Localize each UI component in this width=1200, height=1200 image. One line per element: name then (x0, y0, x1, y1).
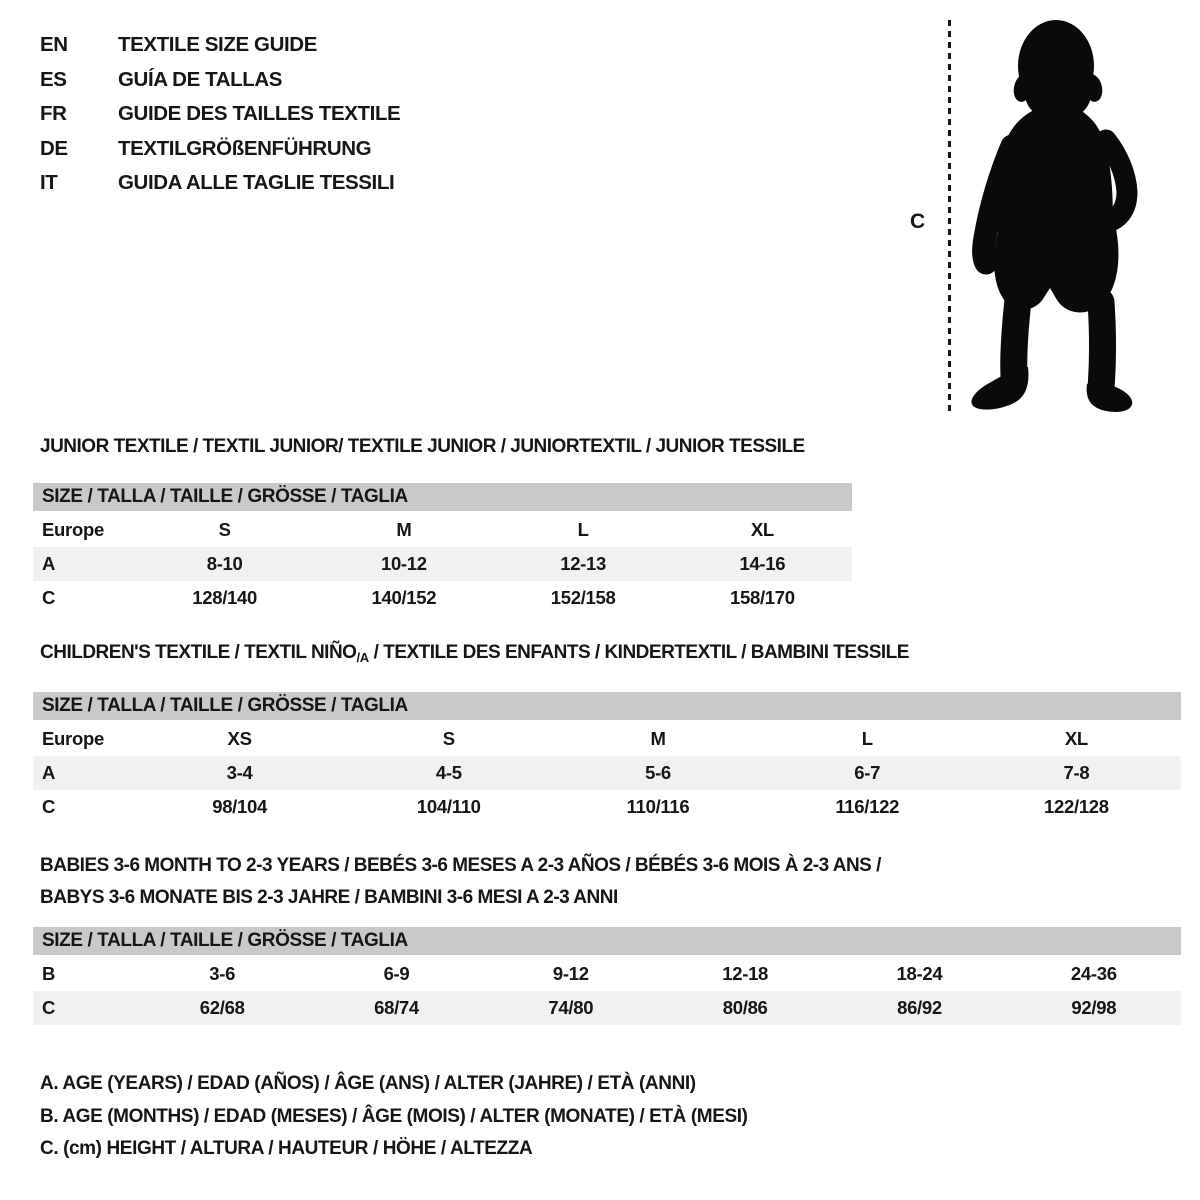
size-cell: XL (750, 519, 774, 540)
junior-section-title: JUNIOR TEXTILE / TEXTIL JUNIOR/ TEXTILE JUNIOR / JUNIORTEXTIL / JUNIOR TESSILE (40, 436, 805, 457)
size-cell: M (650, 728, 666, 749)
height-cell: 68/74 (374, 997, 419, 1018)
babies-size-table (33, 927, 1181, 1025)
size-header-bar: SIZE / TALLA / TAILLE / GRÖSSE / TAGLIA (33, 692, 1181, 722)
row-label: C (42, 587, 56, 608)
legend-line-c: C. (cm) HEIGHT / ALTURA / HAUTEUR / HÖHE / ALTEZZA (40, 1138, 533, 1160)
age-cell: 5-6 (645, 762, 671, 783)
table-row-height (33, 991, 1181, 1025)
height-cell: 122/128 (1044, 796, 1109, 817)
size-cell: L (861, 728, 873, 749)
height-cell: 62/68 (199, 997, 245, 1018)
measure-legend (40, 1068, 748, 1166)
children-title-subscript: /A (356, 650, 369, 665)
height-cell: 128/140 (192, 587, 258, 608)
legend-line-b: B. AGE (MONTHS) / EDAD (MESES) / ÂGE (MOIS) / ALTER (MONATE) / ETÀ (MESI) (40, 1105, 748, 1127)
guide-title-de: TEXTILGRÖßENFÜHRUNG (118, 136, 372, 160)
babies-title-line1: BABIES 3-6 MONTH TO 2-3 YEARS / BEBÉS 3-6 MESES A 2-3 AÑOS / BÉBÉS 3-6 MOIS À 2-3 ANS / (40, 855, 881, 876)
language-code: DE (40, 136, 68, 160)
height-cell: 152/158 (550, 587, 616, 608)
babies-section-title (40, 850, 881, 914)
months-cell: 6-9 (383, 963, 410, 984)
row-label: A (42, 762, 56, 783)
guide-title-fr: GUIDE DES TAILLES TEXTILE (118, 102, 401, 126)
months-cell: 24-36 (1070, 963, 1117, 984)
age-cell: 6-7 (854, 762, 881, 783)
toddler-silhouette-image (960, 12, 1142, 418)
table-row-age (33, 756, 1181, 790)
height-measure-label: C (910, 210, 926, 233)
guide-title-it: GUIDA ALLE TAGLIE TESSILI (118, 171, 395, 195)
height-cell: 80/86 (722, 997, 768, 1018)
legend-line-a: A. AGE (YEARS) / EDAD (AÑOS) / ÂGE (ANS) / ALTER (JAHRE) / ETÀ (ANNI) (40, 1073, 696, 1095)
height-cell: 86/92 (897, 997, 942, 1018)
language-title-list (40, 28, 400, 201)
age-cell: 10-12 (380, 553, 427, 574)
junior-size-table (33, 483, 852, 615)
size-cell: S (442, 728, 455, 749)
children-size-table (33, 692, 1181, 824)
language-row-de (40, 132, 400, 167)
language-row-it (40, 166, 400, 201)
children-section-title (40, 642, 909, 665)
height-cell: 92/98 (1071, 997, 1117, 1018)
size-cell: XS (227, 728, 252, 749)
age-cell: 4-5 (435, 762, 462, 783)
months-cell: 3-6 (209, 963, 236, 984)
age-cell: 7-8 (1063, 762, 1090, 783)
table-row-months (33, 957, 1181, 991)
height-cell: 140/152 (371, 587, 437, 608)
language-row-fr (40, 97, 400, 132)
size-cell: L (577, 519, 589, 540)
height-cell: 104/110 (416, 796, 481, 817)
size-header-bar: SIZE / TALLA / TAILLE / GRÖSSE / TAGLIA (33, 927, 1181, 957)
row-label: B (42, 963, 56, 984)
language-code: EN (40, 33, 68, 57)
age-cell: 14-16 (739, 553, 786, 574)
age-cell: 3-4 (226, 762, 253, 783)
height-cell: 74/80 (548, 997, 594, 1018)
table-row-age (33, 547, 852, 581)
language-code: IT (40, 171, 58, 195)
row-label: A (42, 553, 56, 574)
height-measure-dashed-line (948, 20, 951, 414)
table-row-height (33, 790, 1181, 824)
height-cell: 98/104 (212, 796, 267, 817)
size-cell: S (218, 519, 231, 540)
months-cell: 18-24 (896, 963, 943, 984)
months-cell: 9-12 (552, 963, 589, 984)
row-label: Europe (42, 728, 104, 749)
babies-title-line2: BABYS 3-6 MONATE BIS 2-3 JAHRE / BAMBINI 3-6 MESI A 2-3 ANNI (40, 887, 618, 908)
guide-title-en: TEXTILE SIZE GUIDE (118, 33, 317, 57)
language-code: ES (40, 67, 67, 91)
height-cell: 116/122 (835, 796, 900, 817)
row-label: Europe (42, 519, 104, 540)
age-cell: 8-10 (206, 553, 243, 574)
language-code: FR (40, 102, 67, 126)
table-row-height (33, 581, 852, 615)
row-label: C (42, 796, 56, 817)
size-cell: M (396, 519, 412, 540)
children-title-pre: CHILDREN'S TEXTILE / TEXTIL NIÑO (40, 642, 357, 663)
age-cell: 12-13 (560, 553, 607, 574)
height-cell: 110/116 (626, 796, 690, 817)
row-label: C (42, 997, 56, 1018)
guide-title-es: GUÍA DE TALLAS (118, 67, 283, 91)
language-row-es (40, 63, 400, 98)
table-row-sizes (33, 722, 1181, 756)
size-cell: XL (1064, 728, 1088, 749)
months-cell: 12-18 (722, 963, 769, 984)
table-row-sizes (33, 513, 852, 547)
height-cell: 158/170 (729, 587, 795, 608)
size-header-bar: SIZE / TALLA / TAILLE / GRÖSSE / TAGLIA (33, 483, 852, 513)
children-title-post: / TEXTILE DES ENFANTS / KINDERTEXTIL / BAMBINI TESSILE (368, 642, 909, 663)
language-row-en (40, 28, 400, 63)
